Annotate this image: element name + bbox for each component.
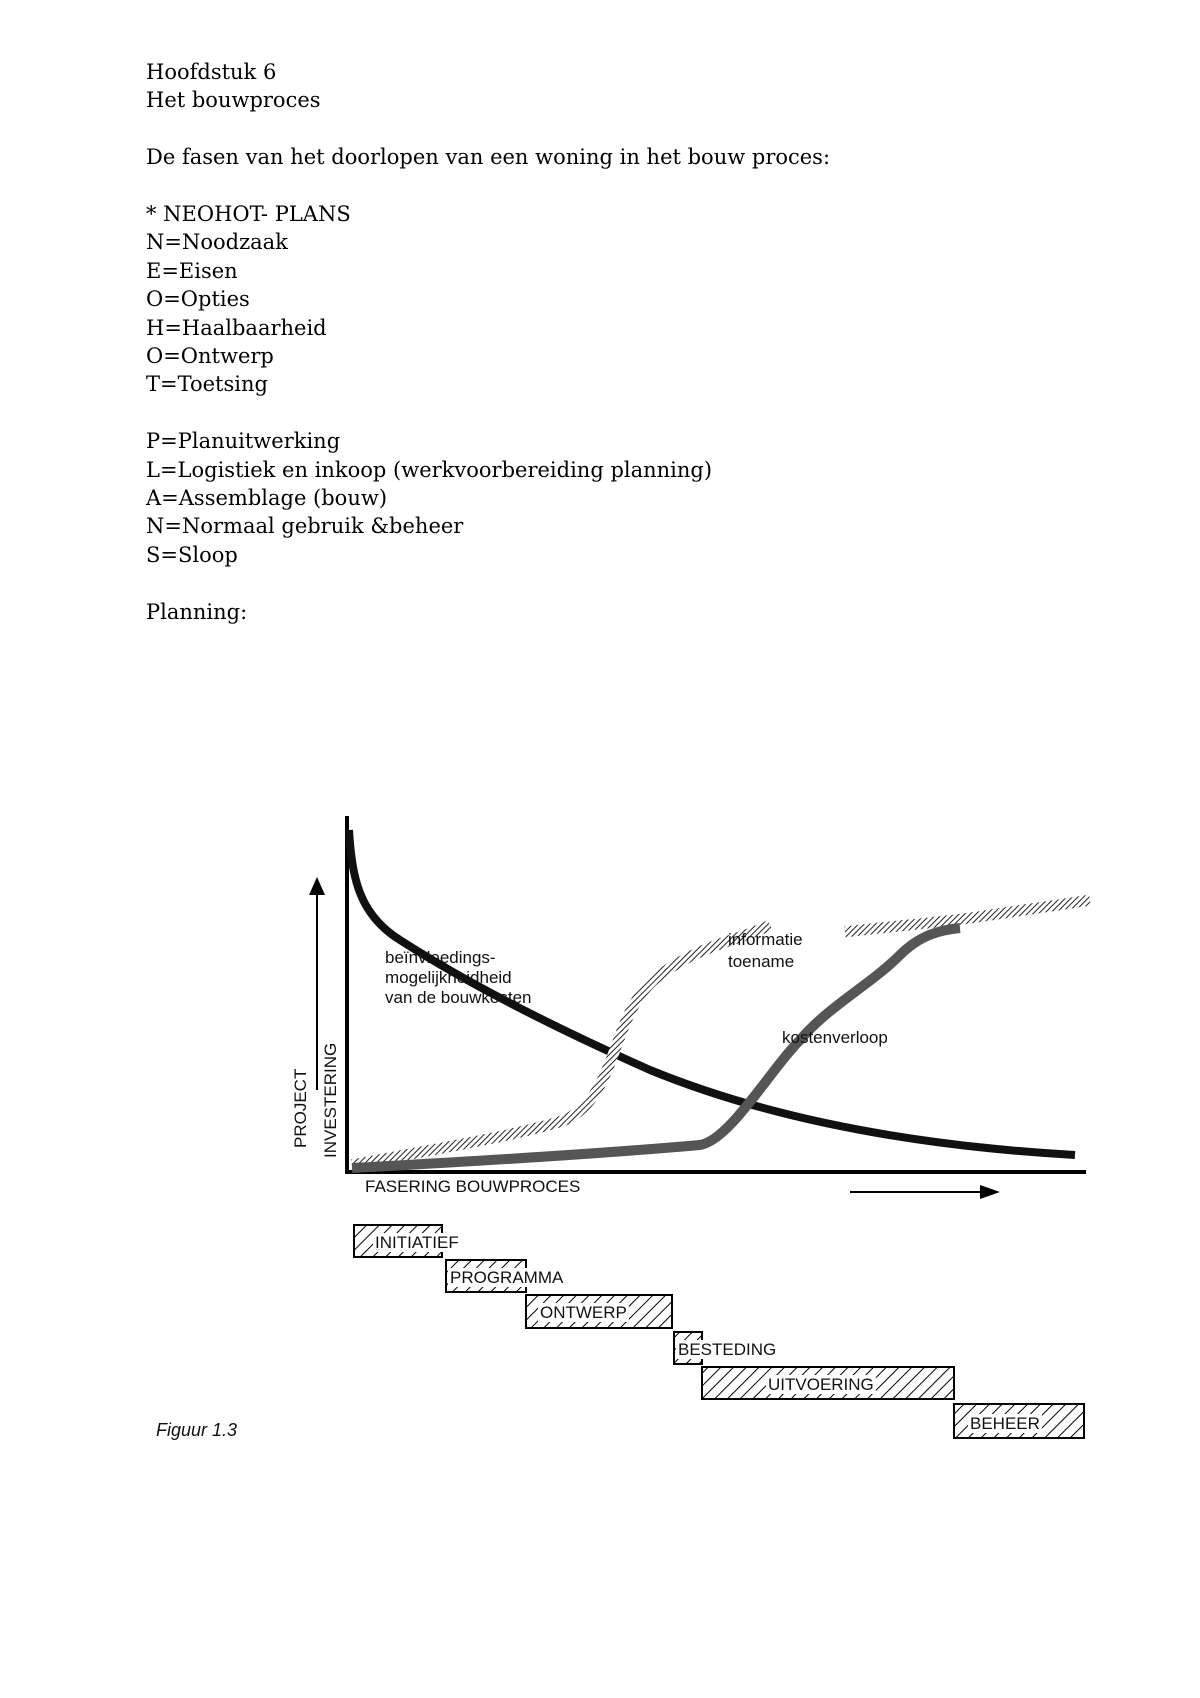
phase-programma [446, 1260, 566, 1292]
information-label-line1: informatie [728, 930, 803, 949]
phase-uitvoering [702, 1367, 954, 1399]
y-axis-label-investering: INVESTERING [321, 1042, 340, 1158]
list-item: N=Noodzaak [146, 230, 288, 255]
list-item: S=Sloop [146, 542, 238, 567]
cost-label: kostenverloop [782, 1028, 888, 1047]
list-item: O=Ontwerp [146, 344, 274, 369]
list-item: T=Toetsing [146, 372, 268, 397]
x-axis-label: FASERING BOUWPROCES [365, 1177, 581, 1196]
acronym-line: * NEOHOT- PLANS [146, 202, 351, 226]
influence-label-line2: mogelijkheidheid [385, 968, 512, 987]
phase-besteding [674, 1332, 778, 1364]
information-label-line2: toename [728, 952, 795, 971]
phase-label: PROGRAMMA [450, 1268, 564, 1287]
chapter-title: Het bouwproces [146, 88, 321, 113]
phase-beheer [954, 1404, 1084, 1438]
chapter-heading: Hoofdstuk 6 [146, 60, 277, 84]
x-arrow-head [980, 1185, 1000, 1199]
phase-ontwerp [526, 1295, 672, 1328]
influence-label-line1: beïnvloedings- [385, 948, 496, 967]
phase-initiatief [354, 1225, 461, 1257]
planning-label: Planning: [146, 599, 248, 624]
y-arrow-head [309, 877, 325, 895]
influence-label-line3: van de bouwkosten [385, 988, 532, 1007]
list-item: A=Assemblage (bouw) [146, 486, 388, 511]
list-item: P=Planuitwerking [146, 429, 341, 454]
phase-label: BESTEDING [678, 1340, 777, 1359]
list-item: O=Opties [146, 287, 250, 312]
information-curve [352, 900, 1090, 1165]
list-item: H=Haalbaarheid [146, 315, 327, 340]
list-item: E=Eisen [146, 258, 238, 283]
y-axis-label-project: PROJECT [291, 1068, 310, 1148]
list-item: L=Logistiek en inkoop (werkvoorbereiding planning) [146, 457, 713, 482]
phase-label: UITVOERING [768, 1375, 874, 1394]
phase-label: BEHEER [970, 1414, 1040, 1433]
phase-label: INITIATIEF [375, 1233, 459, 1252]
intro-paragraph: De fasen van het doorlopen van een woning in het bouw proces: [146, 145, 831, 170]
figure-caption: Figuur 1.3 [156, 1420, 238, 1440]
phase-label: ONTWERP [540, 1303, 627, 1322]
list-item: N=Normaal gebruik &beheer [146, 514, 464, 539]
